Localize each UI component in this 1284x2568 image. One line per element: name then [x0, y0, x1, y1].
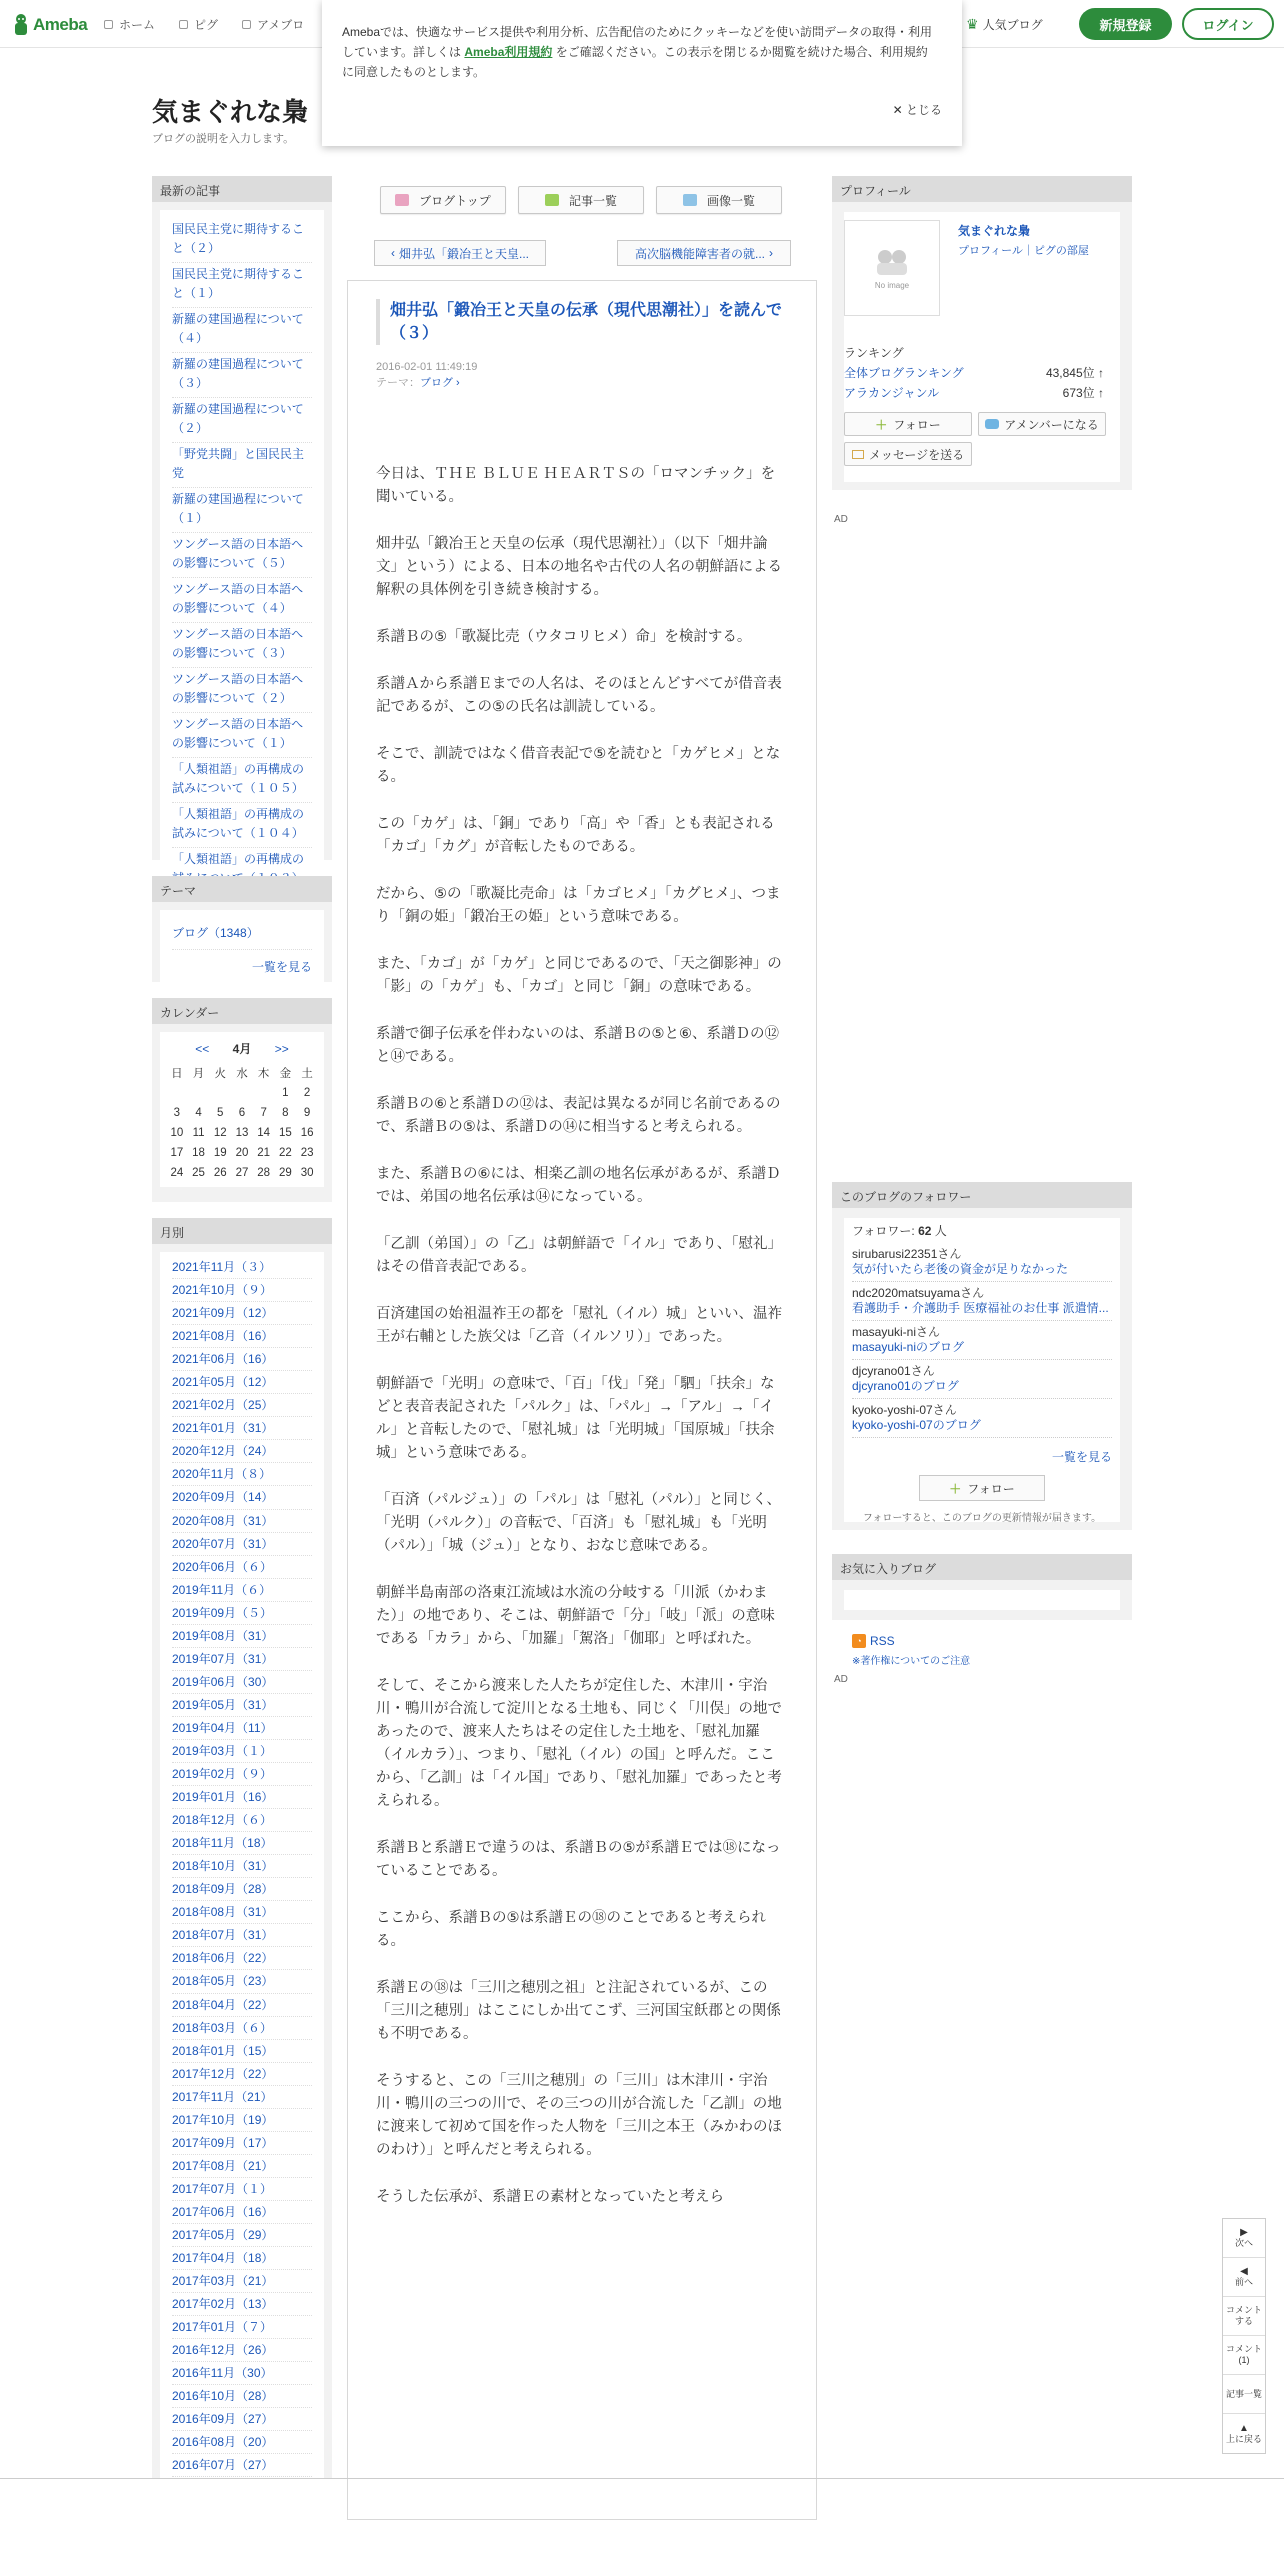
calendar-weekday: 金 — [279, 1068, 292, 1080]
recent-article-link[interactable]: ツングース語の日本語への影響について（４） — [172, 578, 312, 623]
calendar-day — [188, 1083, 210, 1103]
recent-article-link[interactable]: 「野党共闘」と国民民主党 — [172, 443, 312, 488]
footer-divider — [0, 2478, 1284, 2479]
monthly-archive-link[interactable]: 2020年11月（８） — [172, 1463, 312, 1486]
monthly-archive-link[interactable]: 2019年06月（30） — [172, 1671, 312, 1694]
article-list-label: 記事一覧 — [568, 193, 617, 208]
ranking-value: 43,845位 ↑ — [1045, 366, 1104, 380]
monthly-archive-link[interactable]: 2019年05月（31） — [172, 1694, 312, 1717]
follower-blog-link[interactable]: 看護助手・介護助手 医療福祉のお仕事 派遣情... — [852, 1301, 1109, 1315]
followers-box — [832, 1182, 1132, 1530]
monthly-archive-link[interactable]: 2019年04月（11） — [172, 1717, 312, 1740]
article-date: 2016-02-01 11:49:19 — [376, 361, 478, 373]
cookie-banner — [322, 0, 962, 146]
monthly-archive-link[interactable]: 2016年08月（20） — [172, 2431, 312, 2454]
monthly-archive-link[interactable]: 2017年01月（７） — [172, 2316, 312, 2339]
monthly-archive-link[interactable]: 2019年09月（５） — [172, 1602, 312, 1625]
chevron-left-icon: ‹ — [390, 246, 395, 260]
nav-pigg[interactable] — [179, 16, 218, 33]
follower-user: sirubarusi22351さん — [852, 1247, 962, 1261]
popular-blog-link[interactable] — [966, 16, 1043, 33]
monthly-list — [172, 1256, 312, 2477]
home-icon — [104, 20, 113, 29]
calendar-day: 15 — [278, 1127, 292, 1139]
image-list-icon — [683, 194, 697, 206]
monthly-archive-link[interactable]: 2017年10月（19） — [172, 2109, 312, 2132]
calendar-weekday: 木 — [257, 1068, 270, 1080]
calendar-day: 27 — [235, 1167, 249, 1179]
article-paragraph: そこで、訓読ではなく借音表記で⑤を読むと「カゲヒメ」となる。 — [376, 746, 781, 785]
member-icon — [985, 419, 999, 429]
calendar-weekday: 土 — [301, 1068, 313, 1080]
blog-top-button[interactable] — [380, 186, 506, 214]
recent-article-link[interactable]: 新羅の建国過程について（４） — [172, 308, 312, 353]
follower-item — [852, 1321, 1112, 1360]
floating-nav-item[interactable] — [1223, 2336, 1265, 2375]
theme-item[interactable]: ブログ（1348） — [172, 918, 312, 950]
monthly-archive-link[interactable]: 2018年10月（31） — [172, 1855, 312, 1878]
rss-label: RSS — [870, 1634, 895, 1648]
article-paragraph: また、「カゴ」が「カゲ」と同じであるので、「天之御影神」の「影」の「カゲ」も、「カゴ」と同じ「銅」の意味である。 — [376, 956, 782, 995]
recent-article-link[interactable]: 国民民主党に期待すること（２） — [172, 218, 312, 263]
ad-label-2: AD — [834, 1674, 848, 1685]
recent-article-link[interactable]: 国民民主党に期待すること（１） — [172, 263, 312, 308]
cookie-close-button[interactable]: ✕ とじる — [892, 103, 942, 117]
recent-body — [160, 210, 324, 943]
no-image-label: No image — [874, 280, 910, 290]
article-paragraph: 畑井弘「鍛冶王と天皇の伝承（現代思潮社）」（以下「畑井論文」という）による、日本の地名や古代の人名の朝鮮語による解釈の具体例を引き続き検討する。 — [376, 536, 782, 598]
recent-articles-box — [152, 176, 332, 866]
ameba-logo-icon — [12, 13, 30, 37]
monthly-archive-link[interactable]: 2019年08月（31） — [172, 1625, 312, 1648]
monthly-archive-link[interactable]: 2017年08月（21） — [172, 2155, 312, 2178]
chevron-right-icon: › — [769, 246, 773, 260]
monthly-archive-link[interactable]: 2018年09月（28） — [172, 1878, 312, 1901]
article-paragraph: また、系譜Ｂの⑥には、相楽乙訓の地名伝承があるが、系譜Ｄでは、弟国の地名伝承は⑭になっている。 — [376, 1166, 781, 1205]
follower-blog-link[interactable]: djcyrano01のブログ — [852, 1379, 959, 1393]
article-paragraph: 系譜Ｂと系譜Ｅで違うのは、系譜Ｂの⑤が系譜Ｅでは⑱になっていることである。 — [376, 1840, 781, 1879]
logo-text: Ameba — [33, 15, 88, 34]
follower-blog-link[interactable]: 気が付いたら老後の資金が足りなかった — [852, 1262, 1069, 1276]
profile-inner — [844, 212, 1120, 482]
article-paragraph: 朝鮮語で「光明」の意味で、「百」「伐」「発」「駟」「扶余」などと表音表記された「パルク」は、「パル」→「アル」→「イル」と音転したので、「慰礼城」は「光明城」「国原城」「扶余城」という意味である。 — [376, 1376, 775, 1461]
calendar-day: 30 — [300, 1167, 314, 1179]
followers-follow-button[interactable] — [919, 1475, 1045, 1501]
calendar-day — [166, 1083, 188, 1103]
monthly-archive-link[interactable]: 2018年11月（18） — [172, 1832, 312, 1855]
calendar-day: 26 — [213, 1167, 227, 1179]
monthly-archive-link[interactable]: 2021年05月（12） — [172, 1371, 312, 1394]
article-paragraph: 朝鮮半島南部の洛東江流域は水流の分岐する「川派（かわまた）」の地であり、そこは、朝鮮語で「分」「岐」「派」の意味である「カラ」から、「加羅」「駕洛」「伽耶」と呼ばれた。 — [376, 1585, 775, 1647]
article-paragraph: この「カゲ」は、「銅」であり「高」や「香」とも表記される「カゴ」「カグ」が音転したものである。 — [376, 816, 775, 855]
avatar[interactable] — [844, 220, 940, 316]
recent-article-link[interactable]: ツングース語の日本語への影響について（５） — [172, 533, 312, 578]
floating-nav-label: 上に戻る — [1225, 2433, 1262, 2444]
follower-count-value: 62 — [918, 1224, 932, 1238]
monthly-archive-link[interactable]: 2019年07月（31） — [172, 1648, 312, 1671]
floating-nav-label: コメント (1) — [1225, 2344, 1262, 2365]
floating-nav-label: 次へ — [1234, 2238, 1253, 2248]
ad-label: AD — [834, 514, 848, 525]
nav-pigg-label: ピグ — [194, 18, 219, 32]
calendar-week-row — [166, 1083, 318, 1103]
article-list-button[interactable] — [518, 186, 644, 214]
global-nav — [104, 16, 328, 33]
monthly-archive-link[interactable]: 2017年04月（18） — [172, 2247, 312, 2270]
recent-article-link[interactable]: 新羅の建国過程について（１） — [172, 488, 312, 533]
article — [347, 280, 817, 2520]
monthly-archive-link[interactable]: 2018年08月（31） — [172, 1901, 312, 1924]
article-paragraph: 系譜Ｂの⑥と系譜Ｄの⑫は、表記は異なるが同じ名前であるので、系譜Ｂの⑤は、系譜Ｄの⑭に相当すると考えられる。 — [376, 1096, 781, 1135]
calendar-day: 6 — [238, 1107, 246, 1119]
calendar-day — [231, 1083, 253, 1103]
cookie-text — [342, 22, 938, 82]
nav-ameblo-label: アメブロ — [257, 18, 305, 32]
favorites-box — [832, 1554, 1132, 1620]
monthly-archive-link[interactable]: 2020年08月（31） — [172, 1510, 312, 1533]
calendar-day: 23 — [300, 1147, 314, 1159]
follower-blog-link[interactable]: masayuki-niのブログ — [852, 1340, 965, 1354]
theme-body — [160, 910, 324, 984]
popular-label: 人気ブログ — [982, 18, 1043, 32]
pigg-icon — [179, 20, 188, 29]
monthly-archive-box — [152, 1218, 332, 2478]
nav-home[interactable] — [104, 16, 155, 33]
nav-ameblo[interactable] — [242, 16, 304, 33]
monthly-archive-link[interactable]: 2018年03月（６） — [172, 2017, 312, 2040]
calendar-weekday: 火 — [214, 1068, 226, 1080]
ranking-label[interactable]: 全体ブログランキング — [844, 366, 964, 380]
no-image-icon — [874, 247, 910, 277]
prev-article-button[interactable] — [374, 240, 546, 266]
arrow-icon: ▶ — [1240, 2227, 1248, 2238]
blog-top-icon — [395, 194, 409, 206]
monthly-archive-link[interactable]: 2021年06月（16） — [172, 1348, 312, 1371]
chevron-right-icon: › — [453, 377, 460, 389]
calendar-week-row — [166, 1103, 318, 1123]
monthly-archive-link[interactable]: 2018年01月（15） — [172, 2040, 312, 2063]
follower-user: kyoko-yoshi-07さん — [852, 1403, 957, 1417]
article-paragraph: ここから、系譜Ｂの⑤は系譜Ｅの⑱のことであると考えられる。 — [376, 1910, 766, 1949]
monthly-archive-link[interactable]: 2019年01月（16） — [172, 1786, 312, 1809]
floating-nav-item[interactable] — [1223, 2258, 1265, 2297]
arrow-icon: ◀ — [1240, 2266, 1248, 2277]
monthly-archive-link[interactable]: 2018年05月（23） — [172, 1970, 312, 1993]
message-label: メッセージを送る — [868, 447, 965, 462]
calendar-weekday-row — [166, 1063, 318, 1083]
calendar-day: 29 — [278, 1167, 292, 1179]
article-list-icon — [545, 194, 559, 206]
article-title-wrap — [376, 299, 786, 345]
article-paragraph: 今日は、ＴＨＥ ＢＬＵＥ ＨＥＡＲＴＳの「ロマンチック」を聞いている。 — [376, 466, 776, 505]
monthly-archive-link[interactable]: 2021年11月（３） — [172, 1256, 312, 1279]
calendar-day: 8 — [282, 1107, 289, 1119]
cookie-text-before: Amebaでは、快適なサービス提供や利用分析、広告配信のためにクッキーなどを使い訪問データの取得・利用しています。詳しくは — [342, 25, 933, 59]
member-button[interactable] — [978, 412, 1106, 436]
calendar-day: 14 — [257, 1127, 271, 1139]
article-paragraph: そして、そこから渡来した人たちが定住した、木津川・宇治川・鴨川が合流して淀川となる土地も、同じく「川俣」の地であったので、渡来人たちはその定住した土地を、「慰礼加羅（イルカラ）」、つまり、「慰礼（イル）の国」と呼んだ。ここから、「乙訓」は「イル国」であり、「慰礼加羅」であったと考えられる。 — [376, 1678, 782, 1809]
calendar-day: 1 — [282, 1087, 289, 1099]
monthly-body — [160, 1252, 324, 2478]
monthly-archive-link[interactable]: 2019年11月（６） — [172, 1579, 312, 1602]
theme-heading: テーマ — [152, 876, 332, 902]
ameba-logo[interactable] — [12, 12, 87, 38]
calendar-day: 16 — [300, 1127, 314, 1139]
profile-links[interactable]: プロフィール｜ピグの部屋 — [958, 245, 1089, 257]
monthly-archive-link[interactable]: 2017年12月（22） — [172, 2063, 312, 2086]
ameblo-icon — [242, 20, 251, 29]
article-paragraph: 系譜で御子伝承を伴わないのは、系譜Ｂの⑤と⑥、系譜Ｄの⑫と⑭である。 — [376, 1026, 779, 1065]
crown-icon: ♛ — [966, 16, 979, 32]
floating-nav — [1222, 2218, 1266, 2454]
calendar-day: 7 — [260, 1107, 267, 1119]
calendar-day: 10 — [170, 1127, 184, 1139]
follower-count — [852, 1222, 1112, 1239]
monthly-archive-link[interactable]: 2018年04月（22） — [172, 1994, 312, 2017]
blog-description: ブログの説明を入力します。 — [152, 133, 295, 145]
calendar-box — [152, 998, 332, 1202]
prev-article-label: 畑井弘「鍛冶王と天皇... — [398, 246, 529, 261]
follower-count-label: フォロワー: — [852, 1224, 915, 1238]
plus-icon: ＋ — [949, 1481, 962, 1496]
calendar-weekday: 日 — [171, 1068, 183, 1080]
recent-article-link[interactable]: 新羅の建国過程について（３） — [172, 353, 312, 398]
article-paragraph: 系譜Ｂの⑤「歌凝比売（ウタコリヒメ）命」を検討する。 — [376, 629, 752, 645]
next-article-label: 高次脳機能障害者の就... — [634, 246, 765, 261]
monthly-archive-link[interactable]: 2019年02月（９） — [172, 1763, 312, 1786]
calendar-week-row — [166, 1123, 318, 1143]
follower-user: masayuki-niさん — [852, 1325, 941, 1339]
follow-button[interactable] — [844, 412, 972, 436]
calendar-day: 25 — [192, 1167, 205, 1179]
monthly-archive-link[interactable]: 2018年06月（22） — [172, 1947, 312, 1970]
article-theme-label: テーマ： — [376, 377, 420, 389]
calendar-day: 12 — [213, 1127, 227, 1139]
calendar-day — [209, 1083, 231, 1103]
follower-blog-link[interactable]: kyoko-yoshi-07のブログ — [852, 1418, 981, 1432]
monthly-archive-link[interactable]: 2018年07月（31） — [172, 1924, 312, 1947]
ranking-heading: ランキング — [844, 346, 904, 360]
calendar-day: 19 — [213, 1147, 227, 1159]
member-label: アメンバーになる — [1004, 417, 1099, 432]
calendar-day: 17 — [170, 1147, 184, 1159]
monthly-archive-link[interactable]: 2017年07月（１） — [172, 2178, 312, 2201]
recent-article-link[interactable]: 「人類祖語」の再構成の — [172, 848, 312, 893]
follower-list — [852, 1243, 1112, 1438]
recent-article-link[interactable]: 「人類祖語」の再構成の試みについて（１０５） — [172, 758, 312, 803]
monthly-archive-link[interactable]: 2017年09月（17） — [172, 2132, 312, 2155]
article-paragraph: 百済建国の始祖温祚王の都を「慰礼（イル）城」といい、温祚王が右輔とした族父は「乙音（イルソリ）」であった。 — [376, 1306, 782, 1345]
followers-follow-label: フォロー — [967, 1481, 1015, 1496]
followers-heading: このブログのフォロワー — [832, 1182, 1132, 1208]
copyright-link[interactable]: ※著作権についてのご注意 — [852, 1656, 971, 1667]
calendar-nav — [166, 1040, 318, 1057]
arrow-icon: ▲ — [1239, 2422, 1249, 2434]
article-paragraph: 系譜Ａから系譜Ｅまでの人名は、そのほとんどすべてが借音表記であるが、この⑤の氏名は訓読している。 — [376, 676, 782, 715]
monthly-archive-link[interactable]: 2017年11月（21） — [172, 2086, 312, 2109]
monthly-archive-link[interactable]: 2017年02月（13） — [172, 2293, 312, 2316]
monthly-archive-link[interactable]: 2020年06月（６） — [172, 1556, 312, 1579]
follow-label: フォロー — [893, 417, 941, 432]
calendar-day: 28 — [257, 1167, 271, 1179]
article-paragraph: そうした伝承が、系譜Ｅの素材となっていたと考えら — [376, 2189, 724, 2205]
floating-nav-label: 記事一覧 — [1225, 2388, 1262, 2399]
ranking-row-genre — [844, 384, 1104, 401]
calendar-body — [160, 1032, 324, 1187]
calendar-day: 9 — [303, 1107, 311, 1119]
profile-heading: プロフィール — [832, 176, 1132, 202]
calendar-week-row — [166, 1143, 318, 1163]
profile-name[interactable]: 気まぐれな梟 — [958, 224, 1031, 238]
follower-user: djcyrano01さん — [852, 1364, 935, 1378]
next-article-button[interactable] — [617, 240, 791, 266]
recent-article-link[interactable]: ツングース語の日本語への影響について（１） — [172, 713, 312, 758]
plus-icon: ＋ — [875, 417, 888, 432]
article-theme — [376, 375, 816, 391]
ranking-label[interactable]: アラカンジャンル — [844, 386, 940, 400]
profile-box — [832, 176, 1132, 490]
follower-user: ndc2020matsuyamaさん — [852, 1286, 985, 1300]
monthly-archive-link[interactable]: 2021年02月（25） — [172, 1394, 312, 1417]
theme-more-link[interactable]: 一覧を見る — [251, 960, 312, 974]
monthly-archive-link[interactable]: 2016年12月（26） — [172, 2339, 312, 2362]
rss-link[interactable] — [852, 1634, 895, 1648]
calendar-prev[interactable]: << — [195, 1042, 210, 1056]
message-button[interactable] — [844, 442, 972, 466]
floating-nav-item[interactable] — [1223, 2219, 1265, 2258]
article-paragraph: だから、⑤の「歌凝比売命」は「カゴヒメ」「カグヒメ」、つまり「銅の姫」「鍛冶王の姫」という意味である。 — [376, 886, 781, 925]
signup-button[interactable]: 新規登録 — [1079, 8, 1172, 40]
blog-title[interactable]: 気まぐれな梟 — [152, 98, 309, 128]
monthly-archive-link[interactable]: 2018年12月（６） — [172, 1809, 312, 1832]
calendar-day: 24 — [170, 1167, 184, 1179]
ranking-row-overall — [844, 364, 1104, 381]
calendar-day — [253, 1083, 275, 1103]
ranking-value: 673位 ↑ — [1062, 386, 1104, 400]
article-meta — [376, 359, 816, 391]
monthly-archive-link[interactable]: 2016年09月（27） — [172, 2408, 312, 2431]
follower-item — [852, 1399, 1112, 1438]
monthly-archive-link[interactable]: 2021年09月（12） — [172, 1302, 312, 1325]
follower-item — [852, 1243, 1112, 1282]
calendar-next[interactable]: >> — [274, 1042, 289, 1056]
monthly-archive-link[interactable]: 2019年03月（１） — [172, 1740, 312, 1763]
image-list-button[interactable] — [656, 186, 782, 214]
floating-nav-item[interactable] — [1223, 2375, 1265, 2414]
article-paragraph: そうすると、この「三川之穂別」の「三川」は木津川・宇治川・鴨川の三つの川で、その三つの川が合流した「乙訓」の地に渡来して初めて国を作った人物を「三川之本王（みかわのほのわけ）」と呼んだと考えられる。 — [376, 2073, 782, 2158]
floating-nav-label: コメント する — [1225, 2305, 1262, 2326]
recent-heading: 最新の記事 — [152, 176, 332, 202]
favorites-heading: お気に入りブログ — [832, 1554, 1132, 1580]
calendar-heading: カレンダー — [152, 998, 332, 1024]
article-theme-link[interactable]: ブログ — [420, 377, 453, 389]
calendar-day: 20 — [235, 1147, 249, 1159]
calendar-day: 21 — [257, 1147, 271, 1159]
calendar-day: 13 — [235, 1127, 249, 1139]
calendar-day: 5 — [217, 1107, 224, 1119]
monthly-archive-link[interactable]: 2021年10月（９） — [172, 1279, 312, 1302]
followers-inner — [844, 1218, 1120, 1522]
terms-link[interactable]: Ameba利用規約 — [464, 45, 553, 59]
monthly-archive-link[interactable]: 2017年05月（29） — [172, 2224, 312, 2247]
follow-note: フォローすると、このブログの更新情報が届きます。 — [862, 1513, 1102, 1524]
nav-home-label: ホーム — [119, 18, 156, 32]
article-title[interactable]: 畑井弘「鍛冶王と天皇の伝承（現代思潮社）」を読んで（３） — [390, 302, 783, 342]
article-paragraph: 「百済（パルジュ）」の「パル」は「慰礼（パル）」と同じく、「光明（パルク）」の音転で、「百済」も「慰礼城」も「光明（パル）」「城（ジュ）」となり、おなじ意味である。 — [376, 1492, 782, 1554]
login-button[interactable]: ログイン — [1182, 8, 1274, 40]
calendar-day: 4 — [195, 1107, 202, 1119]
article-paragraph: 「乙訓（弟国）」の「乙」は朝鮮語で「イル」であり、「慰礼」はその借音表記である。 — [376, 1236, 782, 1275]
blog-top-label: ブログトップ — [419, 193, 491, 208]
recent-article-link[interactable]: 「人類祖語」の再構成の試みについて（１０４） — [172, 803, 312, 848]
monthly-archive-link[interactable]: 2021年08月（16） — [172, 1325, 312, 1348]
monthly-archive-link[interactable]: 2017年03月（21） — [172, 2270, 312, 2293]
follower-count-unit: 人 — [934, 1224, 947, 1238]
monthly-archive-link[interactable]: 2020年12月（24） — [172, 1440, 312, 1463]
theme-box — [152, 876, 332, 982]
monthly-archive-link[interactable]: 2020年07月（31） — [172, 1533, 312, 1556]
monthly-archive-link[interactable]: 2021年01月（31） — [172, 1417, 312, 1440]
calendar-table — [166, 1063, 318, 1183]
calendar-day: 2 — [303, 1087, 311, 1099]
calendar-day: 18 — [192, 1147, 205, 1159]
recent-article-link[interactable]: 新羅の建国過程について（２） — [172, 398, 312, 443]
rss-icon: ◔ — [852, 1634, 866, 1648]
recent-article-link[interactable]: ツングース語の日本語への影響について（２） — [172, 668, 312, 713]
calendar-week-row — [166, 1163, 318, 1183]
recent-list — [172, 218, 312, 893]
calendar-month: 4月 — [232, 1042, 252, 1056]
monthly-archive-link[interactable]: 2017年06月（16） — [172, 2201, 312, 2224]
monthly-archive-link[interactable]: 2016年07月（27） — [172, 2454, 312, 2477]
image-list-label: 画像一覧 — [706, 193, 755, 208]
floating-nav-item[interactable] — [1223, 2297, 1265, 2336]
favorites-inner — [844, 1590, 1120, 1610]
monthly-heading: 月別 — [152, 1218, 332, 1244]
floating-nav-item[interactable] — [1223, 2414, 1265, 2453]
recent-article-link[interactable]: ツングース語の日本語への影響について（３） — [172, 623, 312, 668]
calendar-weekday: 月 — [192, 1068, 205, 1080]
follower-item — [852, 1282, 1112, 1321]
follower-item — [852, 1360, 1112, 1399]
calendar-day: 11 — [192, 1127, 205, 1139]
cookie-text-after: をご確認ください。この表示を閉じるか閲覧を続けた場合、利用規約に同意したものとします。 — [342, 45, 928, 79]
calendar-day: 22 — [278, 1147, 292, 1159]
floating-nav-label: 前へ — [1234, 2277, 1253, 2287]
article-body — [376, 463, 786, 2209]
calendar-weekday: 水 — [236, 1068, 248, 1080]
monthly-archive-link[interactable]: 2020年09月（14） — [172, 1486, 312, 1509]
article-paragraph: 系譜Ｅの⑱は「三川之穂別之祖」と注記されているが、この「三川之穂別」はここにしか出てこず、三河国宝飫郡との関係も不明である。 — [376, 1980, 781, 2042]
monthly-archive-link[interactable]: 2016年11月（30） — [172, 2362, 312, 2385]
monthly-archive-link[interactable]: 2016年10月（28） — [172, 2385, 312, 2408]
calendar-day: 3 — [173, 1107, 181, 1119]
mail-icon — [852, 450, 864, 459]
followers-more-link[interactable]: 一覧を見る — [1051, 1450, 1112, 1464]
